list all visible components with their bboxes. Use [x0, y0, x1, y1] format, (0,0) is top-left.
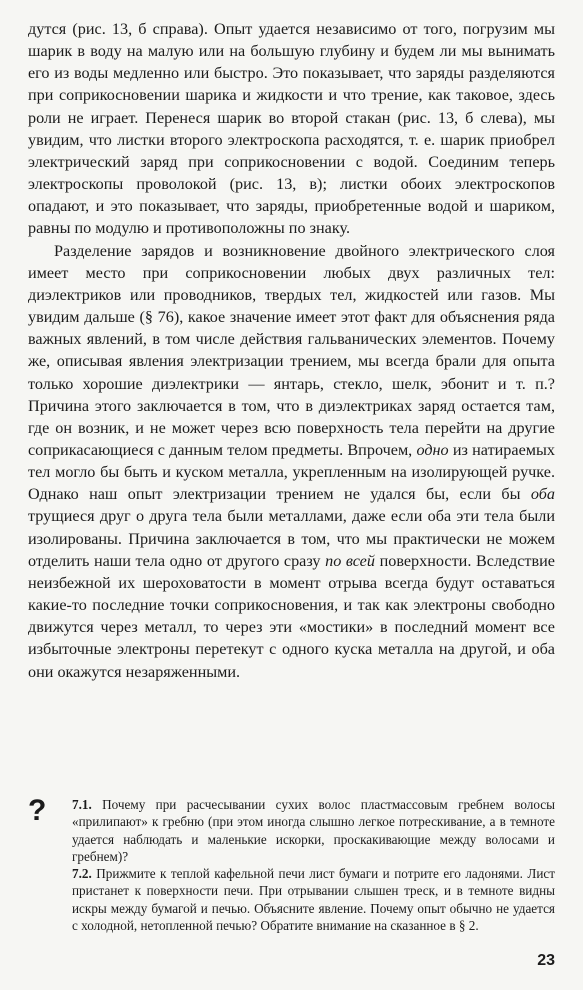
question-7-2	[72, 865, 555, 934]
question-number: 7.1.	[72, 797, 92, 812]
emphasis-oba: оба	[530, 485, 555, 504]
question-mark-icon: ?	[28, 794, 47, 827]
paragraph-2-text-d: поверхности. Вследствие неизбежной их шероховатости в момент отрыва всегда будут оставаться какие-то последние точки соприкосновения, и так как электроны свободно движутся через металл, то через эти «мостики» в последний момент все избыточные электроны перетекут с одного куска металла на другой, и оба они окажутся незаряженными.	[28, 551, 555, 681]
question-text: Прижмите к теплой кафельной печи лист бумаги и потрите его ладонями. Лист пристанет к поверхности печи. При отрывании слышен треск, и в темноте видны искры между бумагой и печью. Объясните явление. Почему опыт обычно не удается с холодной, нетопленной печью? Обратите внимание на сказанное в § 2.	[72, 866, 556, 934]
paragraph-2-text-c: трущиеся друг о друга тела были металлами, даже если оба эти тела были изолированы. Причина заключается в том, что мы практически не можем отделить наши тела одно от другого сразу	[28, 507, 555, 570]
paragraph-2	[28, 240, 555, 683]
paragraph-2-text-b: из натираемых тел могло бы быть и куском металла, укрепленным на изолирующей ручке. Однако наш опыт электризации трением не удался бы, если бы	[28, 440, 555, 504]
emphasis-po-vsei: по всей	[325, 551, 375, 570]
page-number: 23	[537, 952, 555, 969]
question-7-1	[72, 796, 555, 865]
main-text	[28, 18, 555, 683]
paragraph-1: дутся (рис. 13, б справа). Опыт удается независимо от того, погрузим мы шарик в воду на малую или на большую глубину и будем ли мы вынимать его из воды медленно или быстро. Это показывает, что заряды разделяются при соприкосновении шарика и жидкости и что трение, как таковое, здесь роли не играет. Перенеся шарик во второй стакан (рис. 13, б слева), мы увидим, что листки второго электроскопа расходятся, т. е. шарик приобрел электрический заряд при соприкосновении с водой. Соединим теперь электроскопы проволокой (рис. 13, в); листки обоих электроскопов опадают, и это показывает, что заряды, приобретенные водой и шариком, равны по модулю и противоположны по знаку.	[28, 20, 555, 238]
question-list	[72, 796, 555, 934]
paragraph-2-text-a: Разделение зарядов и возникновение двойного электрического слоя имеет место при соприкосновении любых двух различных тел: диэлектриков или проводников, твердых тел, жидкостей или газов. Мы увидим дальше (§ 76), какое значение имеет этот факт для объяснения ряда важных явлений, в том числе действия гальванических элементов. Почему же, описывая явления электризации трением, мы всегда брали для опыта только хорошие диэлектрики — янтарь, стекло, шелк, эбонит и т. п.? Причина этого заключается в том, что в диэлектриках заряд остается там, где он возник, и не может через всю поверхность тела перейти на другие соприкасающиеся с данным телом предметы. Впрочем,	[28, 241, 555, 459]
emphasis-odno: одно	[416, 440, 449, 459]
questions-section	[28, 796, 555, 934]
question-number: 7.2.	[72, 866, 92, 882]
question-text: Почему при расчесывании сухих волос пластмассовым гребнем волосы «прилипают» к гребню (при этом иногда слышно легкое потрескивание, а в темноте удается наблюдать и маленькие искорки, проскакивающие между волосами и гребнем)?	[72, 797, 556, 864]
